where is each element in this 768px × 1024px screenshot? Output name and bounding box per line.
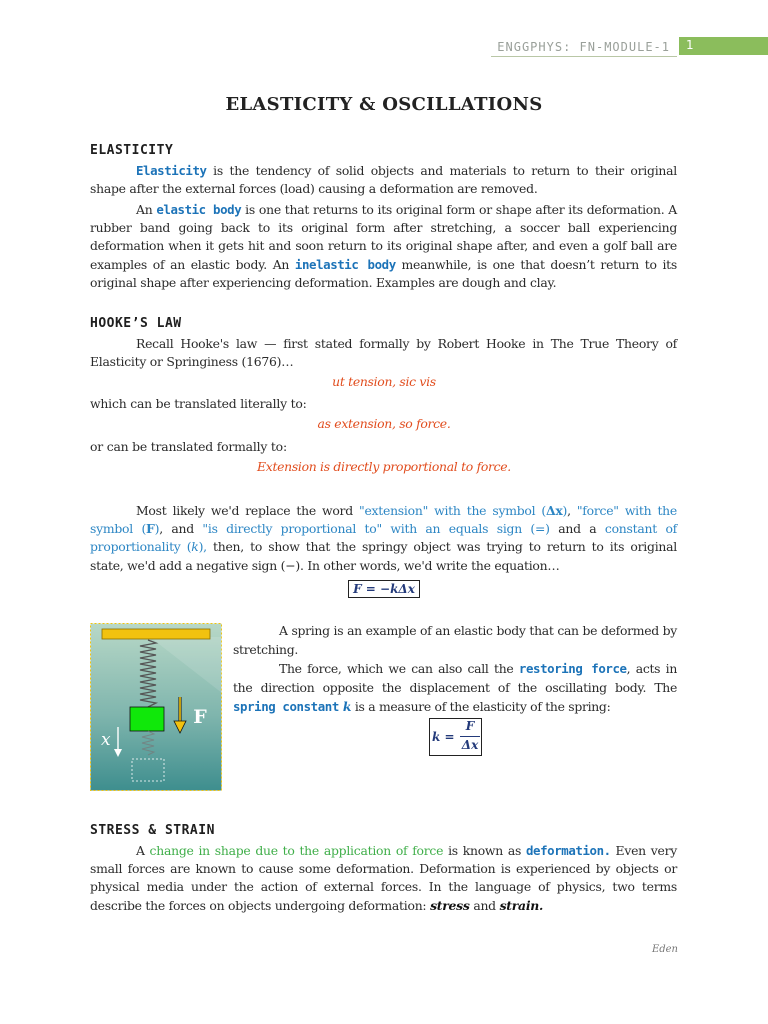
equation-spring-constant: k = F Δx bbox=[429, 718, 482, 756]
stress-paragraph: A change in shape due to the application of force is known as deformation. Even very small forces are known to cause some deformation. Deformation is experienced by objects or physical media under the action of external forces. In the language of physics, two terms describe the forces on objects undergoing deformation: stress and strain. bbox=[90, 843, 677, 913]
displacement-label: x bbox=[101, 730, 111, 750]
term-deformation: deformation. bbox=[525, 843, 611, 858]
spring-paragraph-1: A spring is an example of an elastic body that can be deformed by stretching. bbox=[233, 623, 677, 657]
formal-quote: Extension is directly proportional to force. bbox=[257, 459, 511, 474]
heading-elasticity: ELASTICITY bbox=[90, 143, 174, 158]
spring-diagram bbox=[90, 623, 222, 791]
term-elastic-body: elastic body bbox=[156, 202, 242, 217]
heading-hookes-law: HOOKE’S LAW bbox=[90, 316, 182, 331]
equation-hookes-law: F = −kΔx bbox=[348, 580, 420, 598]
spring-paragraph-2: The force, which we can also call the restoring force, acts in the direction opposite the displacement of the oscillating body. The spring constant k is a measure of the elasticity of the spring: bbox=[233, 661, 677, 714]
hooke-paragraph-3: Most likely we'd replace the word "extension" with the symbol (Δx), "force" with the symbol (F), and "is directly proportional to" with an equals sign (=) and a constant of proportionality (k), then, to show that the springy object was trying to return to its original state, we'd add a negative sign (−). In other words, we'd write the equation… bbox=[90, 503, 677, 573]
mass-block bbox=[130, 707, 164, 731]
page-number-badge bbox=[679, 37, 768, 55]
author-signature: Eden bbox=[651, 944, 678, 955]
term-restoring-force: restoring force bbox=[518, 661, 627, 676]
header-rule bbox=[491, 56, 677, 57]
term-inelastic-body: inelastic body bbox=[294, 256, 396, 272]
heading-stress-strain: STRESS & STRAIN bbox=[90, 823, 215, 838]
latin-quote: ut tension, sic vis bbox=[332, 374, 436, 389]
literal-intro: which can be translated literally to: bbox=[90, 396, 307, 411]
spring-figure bbox=[90, 623, 222, 791]
ceiling-bar bbox=[102, 629, 210, 639]
elasticity-paragraph-2: An elastic body is one that returns to its original form or shape after its deformation. A rubber band going back to its original form after stretching, a soccer ball experiencing deformation when it gets hit and soon return to its original shape after, and even a golf ball are examples of an elastic body. An inelastic body meanwhile, is one that doesn’t return to its original shape after experiencing deformation. Examples are dough and clay. bbox=[90, 202, 678, 290]
formal-intro: or can be translated formally to: bbox=[90, 439, 287, 454]
page-title: ELASTICITY & OSCILLATIONS bbox=[225, 94, 543, 115]
literal-quote: as extension, so force. bbox=[317, 416, 451, 431]
term-spring-constant: spring constant bbox=[233, 699, 339, 714]
hooke-intro: Recall Hooke's law — first stated formally by Robert Hooke in The True Theory of Elasticity or Springiness (1676)… bbox=[90, 336, 677, 370]
module-header: ENGGPHYS: FN-MODULE-1 bbox=[497, 40, 670, 54]
elasticity-paragraph-1: Elasticity is the tendency of solid objects and materials to return to their original shape after the external forces (load) causing a deformation are removed. bbox=[90, 163, 677, 197]
page-number: 1 bbox=[686, 38, 694, 52]
force-label: F bbox=[193, 706, 207, 728]
term-elasticity: Elasticity bbox=[136, 163, 207, 178]
